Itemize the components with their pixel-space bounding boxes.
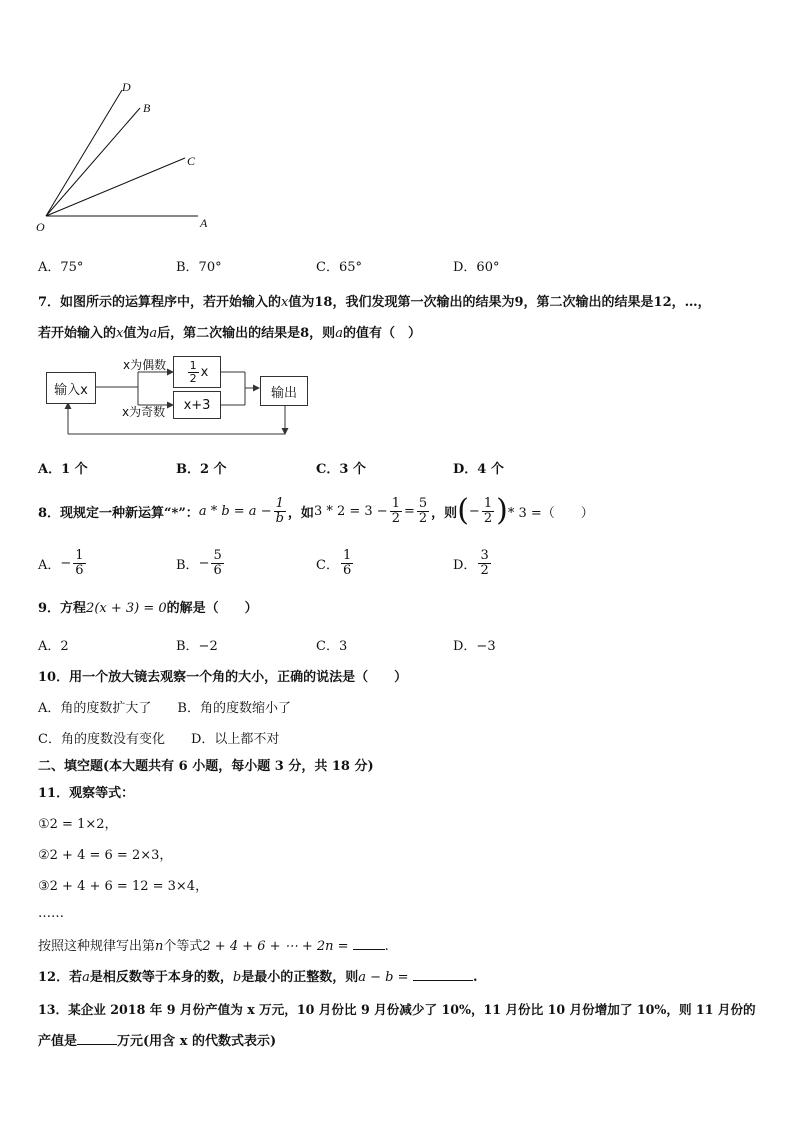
q6-option-b: B．70°: [176, 260, 222, 275]
q8-option-d: D． $\frac{3}{2}$: [453, 547, 489, 578]
ray-od: [46, 90, 122, 216]
q9-question: 9．方程2(x + 3) = 0的解是（ ）: [38, 601, 258, 616]
q10-options-row1: A．角的度数扩大了 B．角的度数缩小了: [38, 701, 291, 716]
q10-options-row2: C．角的度数没有变化 D．以上都不对: [38, 732, 280, 747]
q13-line1: 13．某企业 2018 年 9 月份产值为 x 万元，10 月份比 9 月份减少了 10%，11 月份比 10 月份增加了 10%，则 11 月份的: [38, 1002, 756, 1017]
q12-question: 12．若a是相反数等于本身的数，b是最小的正整数，则a − b = .: [38, 970, 478, 985]
q8-option-b: B． − $\frac{5}{6}$: [176, 547, 222, 578]
q9-option-a: A．2: [38, 639, 69, 654]
q11-eq3: ③2 + 4 + 6 = 12 = 3×4，: [38, 879, 209, 894]
flow-input-box: 输入x: [46, 372, 96, 404]
q13-answer-blank[interactable]: [77, 1032, 117, 1045]
q7-option-d: D．4 个: [453, 462, 504, 477]
label-a: A: [200, 216, 208, 230]
q11-title: 11．观察等式：: [38, 786, 135, 801]
flow-plus3-box: x+3: [173, 391, 221, 419]
label-b: B: [143, 101, 151, 115]
label-c: C: [187, 154, 196, 168]
q9-option-c: C．3: [316, 639, 348, 654]
q8-option-c: C． $\frac{1}{6}$: [316, 547, 352, 578]
q12-answer-blank[interactable]: [413, 968, 473, 981]
flow-output-box: 输出: [260, 376, 308, 406]
q9-option-d: D．−3: [453, 639, 496, 654]
q9-option-b: B．−2: [176, 639, 218, 654]
q10-question: 10．用一个放大镜去观察一个角的大小，正确的说法是（ ）: [38, 670, 408, 685]
q11-eq1: ①2 = 1×2，: [38, 817, 118, 832]
flow-even-label: x为偶数: [123, 358, 167, 372]
q11-eq2: ②2 + 4 = 6 = 2×3，: [38, 848, 173, 863]
q11-final: 按照这种规律写出第n个等式2 + 4 + 6 + ⋯ + 2n = .: [38, 939, 389, 954]
label-d: D: [122, 80, 131, 94]
q7-option-b: B．2 个: [176, 462, 227, 477]
q13-line2: 产值是 万元(用含 x 的代数式表示): [38, 1034, 277, 1049]
q8-question: 8．现规定一种新运算“*”： a * b = a − $\frac{1}{b}$ ，如 3 * 2 = 3 − $\frac{1}{2}$ = $\frac{5}{2}$ ，则 ( − $\frac{1}{2}$ ) * 3 =（ ）: [38, 493, 594, 528]
q8-option-a: A． − $\frac{1}{6}$: [38, 547, 84, 578]
label-o: O: [36, 220, 45, 234]
q11-dots: ……: [38, 906, 64, 921]
q11-answer-blank[interactable]: [353, 937, 385, 950]
ray-ob: [46, 108, 140, 216]
angle-figure: [30, 78, 230, 238]
q6-option-c: C．65°: [316, 260, 362, 275]
flow-odd-label: x为奇数: [122, 405, 166, 419]
q6-option-d: D．60°: [453, 260, 500, 275]
ray-oc: [46, 158, 185, 216]
q7-line1: 7．如图所示的运算程序中，若开始输入的x值为18，我们发现第一次输出的结果为9，第二次输出的结果是12，…，: [38, 295, 711, 310]
section-heading: 二、填空题(本大题共有 6 小题，每小题 3 分，共 18 分): [38, 759, 374, 774]
q7-line2: 若开始输入的x值为a后，第二次输出的结果是8，则a的值有（ ）: [38, 326, 421, 341]
q7-option-c: C．3 个: [316, 462, 366, 477]
q6-option-a: A．75°: [38, 260, 84, 275]
q7-option-a: A．1 个: [38, 462, 88, 477]
flow-half-box: $\frac{1}{2}$ x: [173, 356, 221, 388]
